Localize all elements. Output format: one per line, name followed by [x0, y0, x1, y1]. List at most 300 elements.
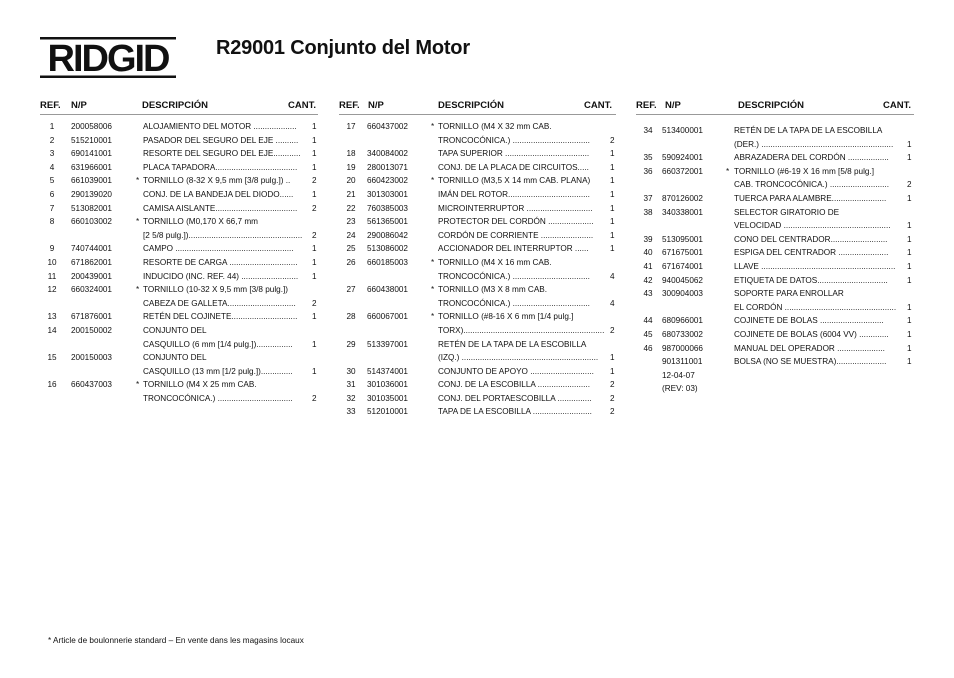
table-row — [636, 274, 914, 288]
cell-qty: 2 — [610, 380, 615, 390]
table-row — [636, 328, 914, 342]
cell-pn: 671876001 — [71, 312, 112, 322]
cell-desc: CONJUNTO DEL — [143, 325, 207, 335]
cell-desc: SELECTOR GIRATORIO DE — [734, 207, 840, 217]
cell-qty: 1 — [907, 261, 912, 271]
cell-ref: 5 — [49, 176, 55, 186]
cell-desc: MICROINTERRUPTOR ............................. — [438, 203, 593, 213]
cell-ref: 2 — [49, 135, 55, 145]
cell-pn: 514374001 — [367, 366, 408, 376]
cell-ref: 20 — [346, 176, 356, 186]
cell-qty: 1 — [312, 366, 317, 376]
table-row — [339, 310, 616, 324]
cell-qty: 1 — [312, 339, 317, 349]
cell-qty: 1 — [610, 162, 615, 172]
cell-desc: CONJUNTO DEL — [143, 353, 207, 363]
cell-ref: 17 — [346, 122, 356, 131]
cell-star: * — [431, 285, 435, 295]
cell-qty: 4 — [610, 271, 615, 281]
cell-ref: 31 — [346, 380, 356, 390]
cell-ref: 23 — [346, 217, 356, 227]
cell-qty: 1 — [610, 244, 615, 254]
cell-desc: TORNILLO (10-32 X 9,5 mm [3/8 pulg.]) — [143, 285, 289, 295]
cell-desc: CASQUILLO (13 mm [1/2 pulg.]).............. — [143, 366, 293, 376]
table-row — [339, 161, 616, 175]
cell-desc: TRONCOCÓNICA.) .................................. — [438, 298, 590, 308]
cell-qty: 1 — [907, 234, 912, 244]
table-row — [636, 260, 914, 274]
cell-ref: 34 — [643, 126, 653, 135]
cell-pn: 513400001 — [662, 126, 703, 135]
cell-pn: 200150003 — [71, 353, 112, 363]
cell-desc: LLAVE ........................................................... — [734, 261, 896, 271]
cell-star: * — [136, 176, 140, 186]
table-row — [636, 314, 914, 328]
cell-ref: 3 — [49, 149, 55, 159]
table-row — [40, 174, 318, 188]
cell-ref: 21 — [346, 189, 356, 199]
header-qty: CANT. — [288, 100, 316, 111]
table-row — [339, 405, 616, 419]
cell-qty: 1 — [907, 248, 912, 258]
cell-desc: TORNILLO (M4 X 25 mm CAB. — [143, 380, 257, 390]
cell-ref: 1 — [49, 122, 55, 131]
cell-ref: 45 — [643, 329, 653, 339]
cell-pn: 661039001 — [71, 176, 112, 186]
table-row — [636, 192, 914, 206]
cell-desc: MANUAL DEL OPERADOR ..................... — [734, 343, 885, 353]
header-divider — [40, 114, 318, 115]
table-row — [339, 120, 616, 134]
table-row — [339, 242, 616, 256]
cell-desc: CONJ. DE LA ESCOBILLA ....................... — [438, 380, 590, 390]
table-row — [339, 229, 616, 243]
cell-qty: 1 — [610, 217, 615, 227]
cell-pn: 660103002 — [71, 217, 112, 227]
cell-pn: 671674001 — [662, 261, 703, 271]
cell-qty: 1 — [907, 357, 912, 367]
footnote: * Article de boulonnerie standard – En vente dans les magasins locaux — [48, 636, 304, 645]
table-row — [40, 283, 318, 297]
table-row — [636, 342, 914, 356]
cell-ref: 30 — [346, 366, 356, 376]
cell-pn: 660067001 — [367, 312, 408, 322]
header-desc: DESCRIPCIÓN — [142, 100, 208, 111]
table-row — [40, 365, 318, 379]
header-qty: CANT. — [584, 100, 612, 111]
cell-pn: 301035001 — [367, 393, 408, 403]
table-row — [636, 369, 914, 383]
cell-desc: TORNILLO (#8-16 X 6 mm [1/4 pulg.] — [438, 312, 574, 322]
table-row — [636, 219, 914, 233]
table-row — [636, 124, 914, 138]
cell-pn: 760385003 — [367, 203, 408, 213]
cell-ref: 40 — [643, 248, 653, 258]
cell-desc: [2 5/8 pulg.]).................................................. — [143, 230, 303, 240]
cell-qty: 2 — [312, 176, 317, 186]
cell-ref: 39 — [643, 234, 653, 244]
cell-ref: 29 — [346, 339, 356, 349]
header-divider — [339, 114, 616, 115]
cell-desc: RESORTE DE CARGA .............................. — [143, 257, 298, 267]
table-row — [339, 351, 616, 365]
cell-pn: 513397001 — [367, 339, 408, 349]
cell-star: * — [431, 312, 435, 322]
cell-qty: 1 — [312, 271, 317, 281]
cell-pn: 515210001 — [71, 135, 112, 145]
header-pn: N/P — [368, 100, 384, 111]
table-row — [339, 297, 616, 311]
table-row — [40, 134, 318, 148]
table-header — [339, 100, 616, 114]
table-row — [339, 174, 616, 188]
cell-ref: 8 — [49, 217, 55, 227]
cell-desc: RETÉN DE LA TAPA DE LA ESCOBILLA — [734, 126, 883, 135]
cell-pn: 660324001 — [71, 285, 112, 295]
cell-qty: 1 — [907, 275, 912, 285]
header-ref: REF. — [636, 100, 657, 111]
cell-star: * — [431, 122, 435, 131]
cell-qty: 1 — [907, 329, 912, 339]
cell-desc: CAMISA AISLANTE.................................... — [143, 203, 298, 213]
cell-star: * — [136, 380, 140, 390]
cell-pn: 740744001 — [71, 244, 112, 254]
cell-star: * — [726, 166, 730, 176]
header-desc: DESCRIPCIÓN — [438, 100, 504, 111]
table-row — [40, 324, 318, 338]
cell-ref: 27 — [346, 285, 356, 295]
cell-qty: 1 — [610, 203, 615, 213]
cell-pn: 660437002 — [367, 122, 408, 131]
cell-desc: (IZQ.) ............................................................ — [438, 353, 599, 363]
header-pn: N/P — [71, 100, 87, 111]
table-header — [636, 100, 914, 114]
cell-star: * — [136, 217, 140, 227]
parts-column-1 — [40, 100, 318, 403]
cell-pn: 301036001 — [367, 380, 408, 390]
header-desc: DESCRIPCIÓN — [738, 100, 804, 111]
parts-column-3 — [636, 100, 914, 394]
cell-desc: TRONCOCÓNICA.) .................................. — [438, 271, 590, 281]
table-row — [636, 355, 914, 369]
cell-qty: 1 — [312, 135, 317, 145]
cell-desc: ALOJAMIENTO DEL MOTOR ................... — [143, 122, 297, 131]
cell-ref: 38 — [643, 207, 653, 217]
cell-desc: ESPIGA DEL CENTRADOR ...................... — [734, 248, 889, 258]
table-row — [339, 283, 616, 297]
ridgid-logo — [40, 37, 178, 79]
cell-desc: CONJ. DEL PORTAESCOBILLA ............... — [438, 393, 592, 403]
cell-pn: 513082001 — [71, 203, 112, 213]
cell-ref: 12 — [47, 285, 57, 295]
cell-desc: SOPORTE PARA ENROLLAR — [734, 289, 844, 299]
cell-desc: CASQUILLO (6 mm [1/4 pulg.])................ — [143, 339, 293, 349]
table-row — [339, 215, 616, 229]
cell-desc: TORNILLO (M3 X 8 mm CAB. — [438, 285, 548, 295]
table-row — [339, 392, 616, 406]
cell-pn: 12-04-07 — [662, 370, 695, 380]
svg-text:.: . — [175, 72, 177, 78]
cell-pn: 512010001 — [367, 407, 408, 417]
cell-pn: 870126002 — [662, 193, 703, 203]
cell-desc: CONJ. DE LA BANDEJA DEL DIODO...... — [143, 189, 294, 199]
cell-qty: 1 — [907, 153, 912, 163]
cell-desc: ABRAZADERA DEL CORDÓN .................. — [734, 153, 889, 163]
table-row — [40, 161, 318, 175]
cell-pn: 340084002 — [367, 149, 408, 159]
cell-ref: 22 — [346, 203, 356, 213]
parts-column-2 — [339, 100, 616, 417]
cell-qty: 2 — [610, 325, 615, 335]
table-row — [40, 120, 318, 134]
cell-pn: 940045062 — [662, 275, 703, 285]
cell-pn: 590924001 — [662, 153, 703, 163]
cell-ref: 43 — [643, 289, 653, 299]
table-row — [339, 147, 616, 161]
cell-star: * — [136, 285, 140, 295]
cell-pn: 660437003 — [71, 380, 112, 390]
cell-desc: CONJUNTO DE APOYO ............................ — [438, 366, 594, 376]
cell-desc: CAB. TRONCOCÓNICA.) .......................... — [734, 180, 889, 190]
cell-pn: 280013071 — [367, 162, 408, 172]
table-header — [40, 100, 318, 114]
cell-desc: PASADOR DEL SEGURO DEL EJE .......... — [143, 135, 299, 145]
cell-ref: 19 — [346, 162, 356, 172]
cell-pn: 513095001 — [662, 234, 703, 244]
cell-pn: 301303001 — [367, 189, 408, 199]
cell-pn: 660372001 — [662, 166, 703, 176]
cell-qty: 1 — [907, 343, 912, 353]
table-row — [636, 206, 914, 220]
cell-desc: TORX).............................................................. — [438, 325, 605, 335]
cell-pn: 200058006 — [71, 122, 112, 131]
cell-qty: 1 — [907, 302, 912, 312]
table-row — [40, 338, 318, 352]
table-row — [40, 147, 318, 161]
cell-desc: PLACA TAPADORA.................................... — [143, 162, 298, 172]
cell-pn: 561365001 — [367, 217, 408, 227]
table-row — [40, 188, 318, 202]
table-row — [40, 270, 318, 284]
cell-qty: 2 — [907, 180, 912, 190]
cell-qty: 4 — [610, 298, 615, 308]
cell-ref: 42 — [643, 275, 653, 285]
header-qty: CANT. — [883, 100, 911, 111]
cell-ref: 7 — [49, 203, 55, 213]
table-row — [339, 256, 616, 270]
cell-star: * — [431, 176, 435, 186]
cell-ref: 10 — [47, 257, 57, 267]
cell-ref: 14 — [47, 325, 57, 335]
brand-wordmark: RIDGID — [47, 38, 169, 79]
table-row — [636, 138, 914, 152]
cell-desc: TUERCA PARA ALAMBRE........................ — [734, 193, 887, 203]
cell-ref: 6 — [49, 189, 55, 199]
cell-pn: 513086002 — [367, 244, 408, 254]
table-row — [636, 165, 914, 179]
table-row — [636, 178, 914, 192]
table-row — [40, 378, 318, 392]
cell-desc: EL CORDÓN ................................................. — [734, 302, 897, 312]
cell-qty: 1 — [312, 162, 317, 172]
cell-desc: TRONCOCÓNICA.) .................................. — [438, 135, 590, 145]
cell-ref: 37 — [643, 193, 653, 203]
cell-qty: 2 — [312, 393, 317, 403]
cell-desc: ACCIONADOR DEL INTERRUPTOR ...... — [438, 244, 589, 254]
header-pn: N/P — [665, 100, 681, 111]
cell-qty: 1 — [312, 244, 317, 254]
cell-desc: COJINETE DE BOLAS ............................ — [734, 316, 884, 326]
table-row — [636, 246, 914, 260]
table-row — [40, 242, 318, 256]
table-row — [339, 270, 616, 284]
cell-desc: CAMPO .................................................... — [143, 244, 294, 254]
cell-ref: 46 — [643, 343, 653, 353]
table-row — [339, 188, 616, 202]
table-row — [636, 151, 914, 165]
cell-ref: 35 — [643, 153, 653, 163]
table-row — [339, 378, 616, 392]
cell-desc: CONO DEL CENTRADOR......................... — [734, 234, 888, 244]
cell-ref: 26 — [346, 257, 356, 267]
cell-desc: TORNILLO (M3,5 X 14 mm CAB. PLANA) — [438, 176, 591, 186]
cell-qty: 1 — [907, 193, 912, 203]
table-row — [339, 338, 616, 352]
cell-desc: PROTECTOR DEL CORDÓN .................... — [438, 217, 594, 227]
header-divider — [636, 114, 914, 115]
cell-qty: 1 — [312, 149, 317, 159]
cell-qty: 1 — [312, 189, 317, 199]
cell-pn: 660423002 — [367, 176, 408, 186]
table-row — [636, 301, 914, 315]
table-row — [40, 297, 318, 311]
header-ref: REF. — [40, 100, 61, 111]
table-row — [40, 202, 318, 216]
cell-ref: 25 — [346, 244, 356, 254]
cell-ref: 32 — [346, 393, 356, 403]
table-row — [636, 287, 914, 301]
cell-qty: 1 — [610, 353, 615, 363]
cell-qty: 1 — [907, 221, 912, 231]
cell-pn: (REV: 03) — [662, 384, 698, 394]
cell-desc: CONJ. DE LA PLACA DE CIRCUITOS..... — [438, 162, 589, 172]
cell-desc: VELOCIDAD ............................................... — [734, 221, 891, 231]
cell-desc: CORDÓN DE CORRIENTE ....................... — [438, 230, 594, 240]
table-row — [636, 382, 914, 396]
cell-qty: 2 — [312, 230, 317, 240]
table-row — [40, 215, 318, 229]
cell-pn: 901311001 — [662, 357, 703, 367]
cell-pn: 660185003 — [367, 257, 408, 267]
cell-desc: (DER.) .......................................................... — [734, 139, 894, 149]
cell-qty: 1 — [610, 189, 615, 199]
cell-pn: 987000066 — [662, 343, 703, 353]
cell-desc: TORNILLO (M4 X 32 mm CAB. — [438, 122, 552, 131]
cell-star: * — [431, 257, 435, 267]
cell-desc: TORNILLO (M0,170 X 66,7 mm — [143, 217, 258, 227]
cell-qty: 1 — [610, 230, 615, 240]
cell-desc: TORNILLO (8-32 X 9,5 mm [3/8 pulg.]) .. — [143, 176, 291, 186]
cell-ref: 41 — [643, 261, 653, 271]
cell-ref: 36 — [643, 166, 653, 176]
cell-pn: 690141001 — [71, 149, 112, 159]
table-row — [339, 134, 616, 148]
cell-ref: 16 — [47, 380, 57, 390]
cell-ref: 11 — [47, 271, 57, 281]
cell-pn: 631966001 — [71, 162, 112, 172]
cell-pn: 300904003 — [662, 289, 703, 299]
cell-qty: 2 — [312, 203, 317, 213]
cell-desc: RETÉN DE LA TAPA DE LA ESCOBILLA — [438, 339, 587, 349]
cell-qty: 2 — [610, 393, 615, 403]
table-row — [40, 351, 318, 365]
cell-pn: 680966001 — [662, 316, 703, 326]
table-row — [636, 233, 914, 247]
cell-ref: 15 — [47, 353, 57, 363]
cell-desc: TORNILLO (M4 X 16 mm CAB. — [438, 257, 552, 267]
cell-desc: TRONCOCÓNICA.) ................................. — [143, 393, 293, 403]
cell-pn: 671675001 — [662, 248, 703, 258]
cell-ref: 18 — [346, 149, 356, 159]
cell-qty: 1 — [610, 149, 615, 159]
cell-desc: TORNILLO (#6-19 X 16 mm [5/8 pulg.] — [734, 166, 875, 176]
cell-desc: RESORTE DEL SEGURO DEL EJE............ — [143, 149, 301, 159]
cell-ref: 9 — [49, 244, 55, 254]
cell-desc: TAPA SUPERIOR ..................................... — [438, 149, 590, 159]
cell-pn: 671862001 — [71, 257, 112, 267]
cell-ref: 33 — [346, 407, 356, 417]
cell-qty: 1 — [312, 122, 317, 131]
cell-desc: COJINETE DE BOLAS (6004 VV) ............. — [734, 329, 889, 339]
cell-desc: BOLSA (NO SE MUESTRA)...................... — [734, 357, 887, 367]
cell-ref: 13 — [47, 312, 57, 322]
cell-desc: TAPA DE LA ESCOBILLA .......................... — [438, 407, 592, 417]
table-row — [339, 365, 616, 379]
table-row — [40, 256, 318, 270]
table-row — [40, 310, 318, 324]
cell-qty: 2 — [610, 407, 615, 417]
cell-pn: 290139020 — [71, 189, 112, 199]
cell-qty: 1 — [610, 366, 615, 376]
table-row — [339, 324, 616, 338]
cell-ref: 24 — [346, 230, 356, 240]
cell-desc: RETÉN DEL COJINETE............................. — [143, 312, 298, 322]
cell-pn: 200150002 — [71, 325, 112, 335]
cell-ref: 44 — [643, 316, 653, 326]
table-row — [40, 392, 318, 406]
cell-qty: 1 — [907, 316, 912, 326]
cell-desc: CABEZA DE GALLETA.............................. — [143, 298, 296, 308]
cell-qty: 2 — [312, 298, 317, 308]
cell-qty: 2 — [610, 135, 615, 145]
table-row — [40, 229, 318, 243]
cell-desc: IMÁN DEL ROTOR.................................... — [438, 189, 590, 199]
table-row — [339, 202, 616, 216]
cell-ref: 28 — [346, 312, 356, 322]
cell-pn: 680733002 — [662, 329, 703, 339]
cell-pn: 660438001 — [367, 285, 408, 295]
cell-qty: 1 — [312, 312, 317, 322]
header-ref: REF. — [339, 100, 360, 111]
cell-qty: 1 — [312, 257, 317, 267]
cell-desc: ETIQUETA DE DATOS............................... — [734, 275, 888, 285]
cell-pn: 200439001 — [71, 271, 112, 281]
page-title: R29001 Conjunto del Motor — [216, 37, 470, 59]
cell-qty: 1 — [907, 139, 912, 149]
cell-pn: 290086042 — [367, 230, 408, 240]
cell-ref: 4 — [49, 162, 55, 172]
cell-pn: 340338001 — [662, 207, 703, 217]
